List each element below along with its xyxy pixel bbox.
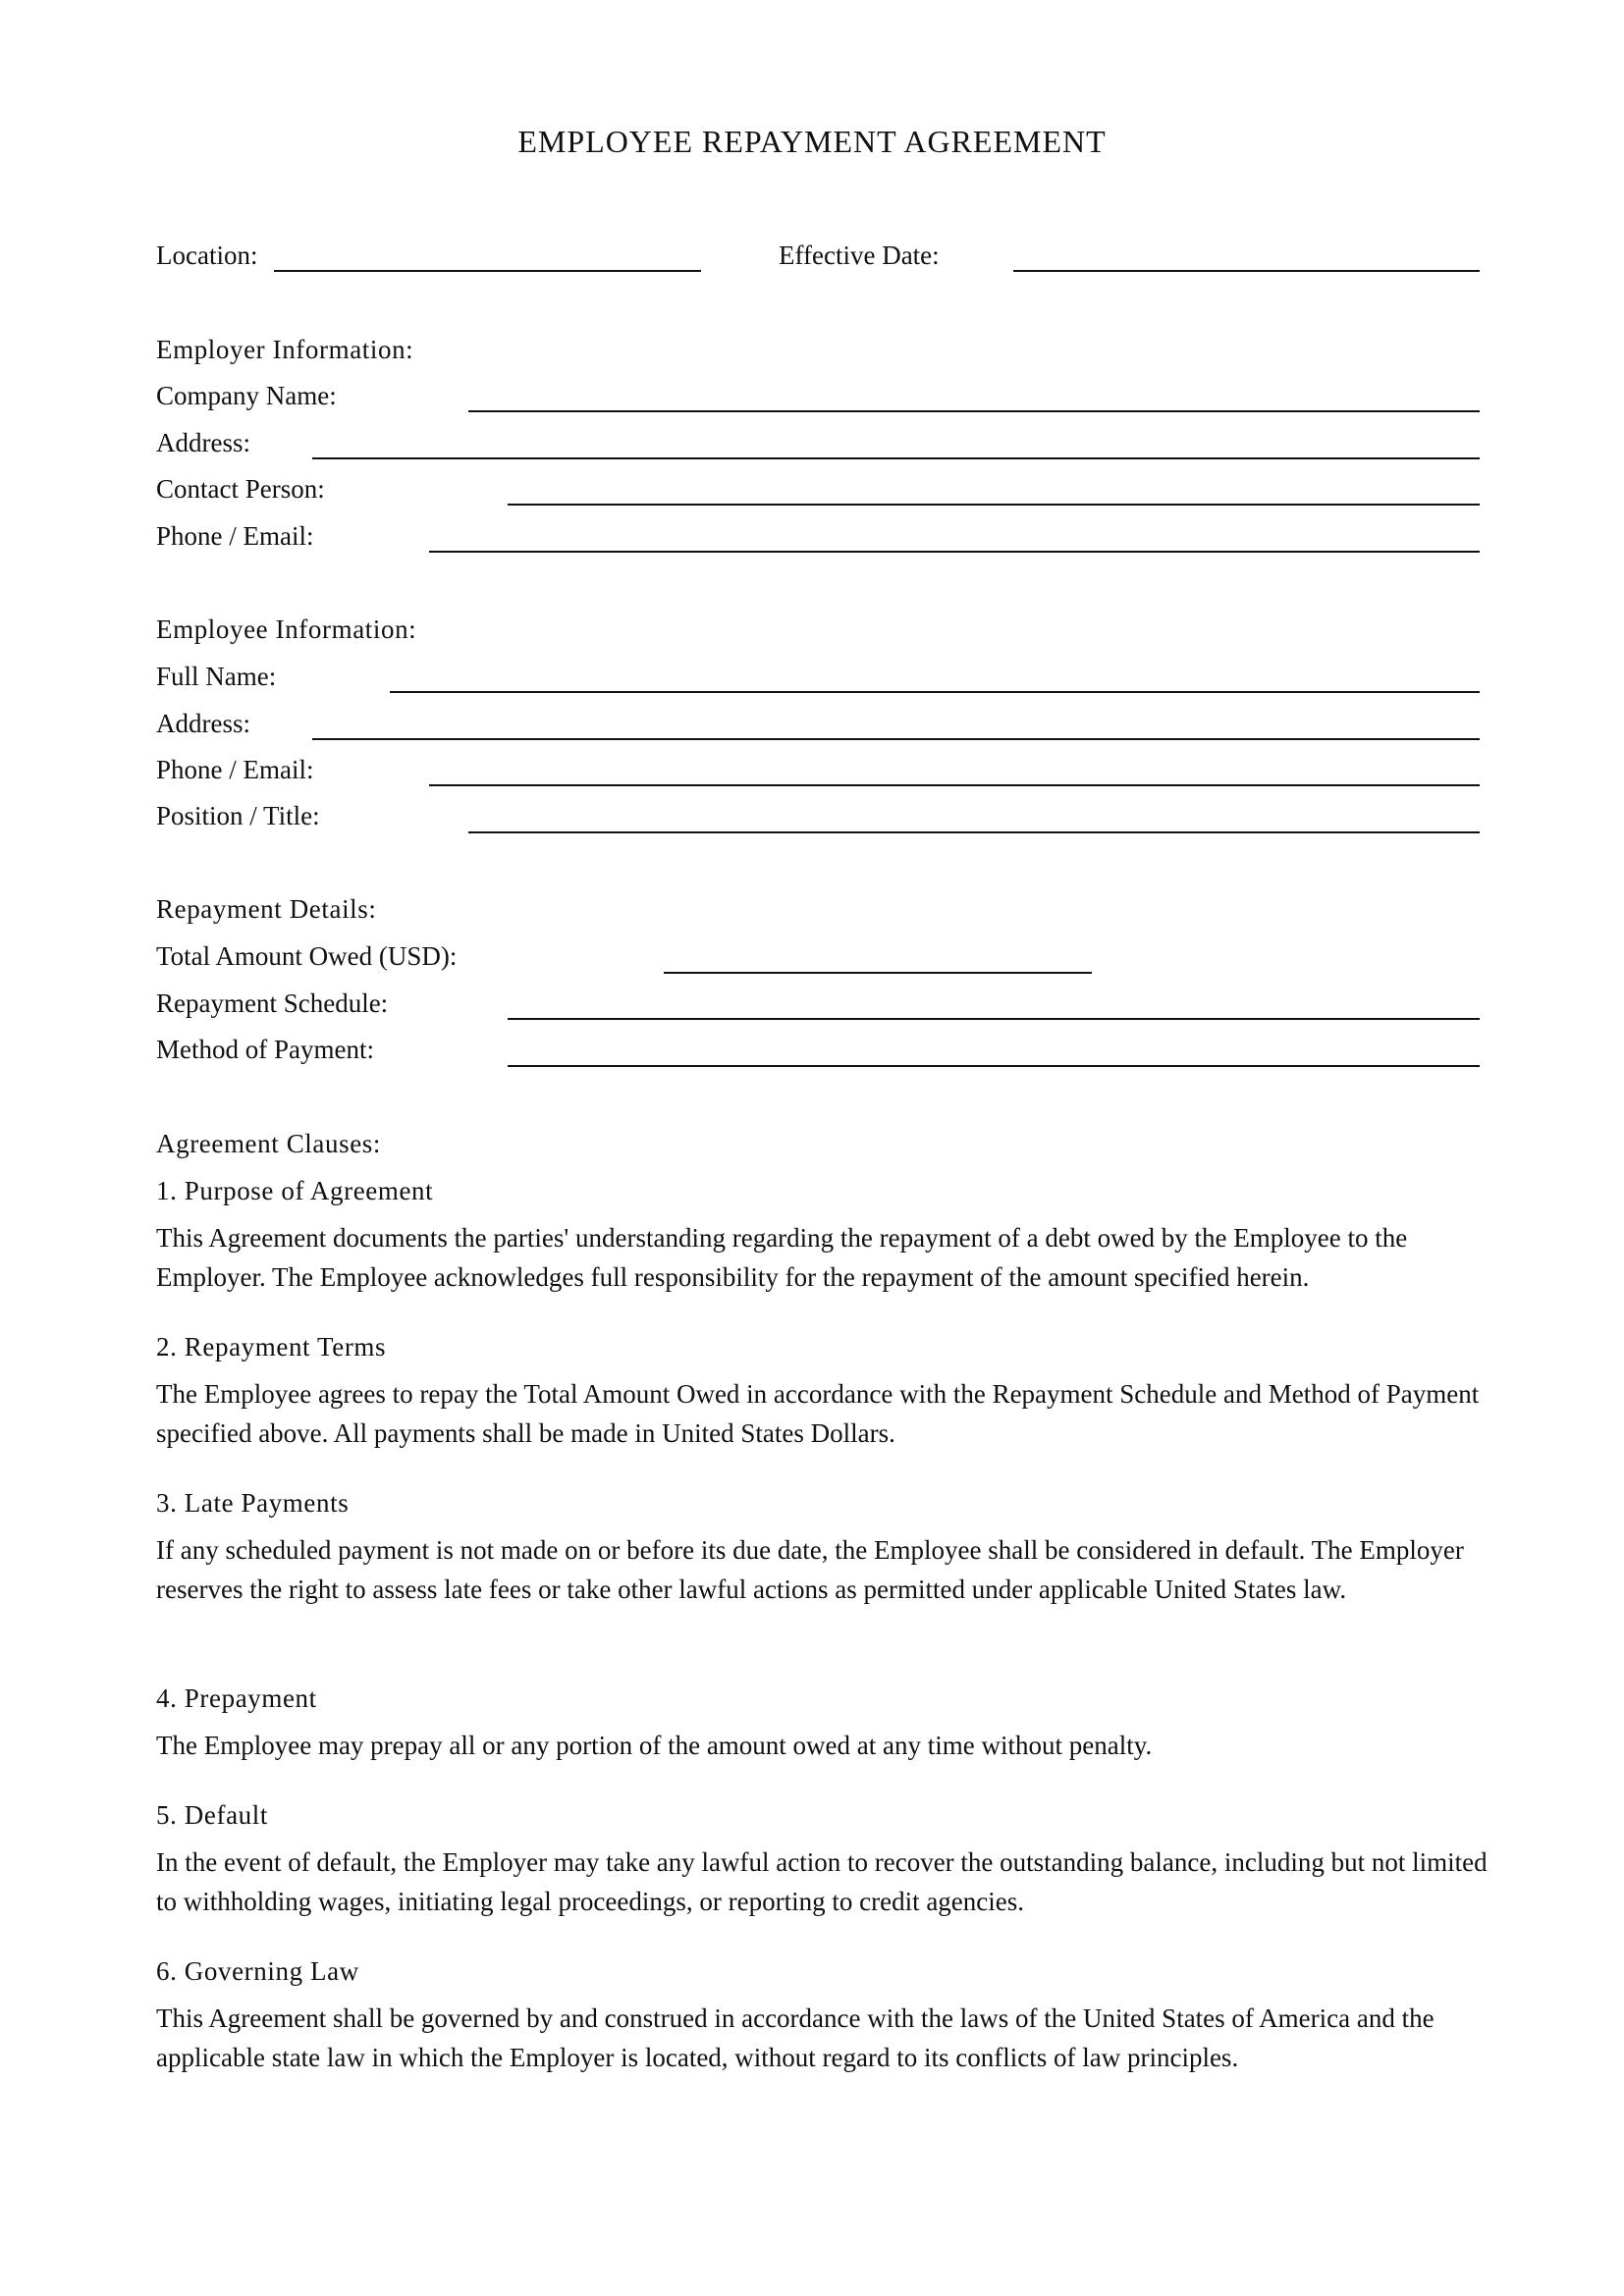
clause-text: The Employee may prepay all or any portion of the amount owed at any time without penalty.: [156, 1731, 1153, 1760]
repayment-heading: Repayment Details:: [156, 894, 377, 924]
full-name-label: Full Name:: [156, 662, 277, 691]
clause-title: 3. Late Payments: [156, 1488, 350, 1518]
full-name-field[interactable]: [390, 691, 1480, 693]
position-title-field[interactable]: [468, 831, 1480, 833]
employee-heading: Employee Information:: [156, 614, 417, 644]
employee-address-label: Address:: [156, 709, 250, 738]
payment-method-label: Method of Payment:: [156, 1035, 374, 1064]
employee-phone-email-field[interactable]: [429, 784, 1480, 786]
contact-person-label: Contact Person:: [156, 474, 325, 504]
repayment-schedule-field[interactable]: [508, 1018, 1480, 1020]
clause-title: 5. Default: [156, 1800, 268, 1830]
company-name-field[interactable]: [468, 410, 1480, 412]
employer-address-label: Address:: [156, 428, 250, 457]
document-title: EMPLOYEE REPAYMENT AGREEMENT: [517, 124, 1107, 159]
total-amount-label: Total Amount Owed (USD):: [156, 941, 458, 971]
payment-method-field[interactable]: [508, 1065, 1480, 1067]
location-field[interactable]: [274, 270, 701, 272]
clause-text: The Employee agrees to repay the Total Amount Owed in accordance with the Repayment Schedule and Method of Payment specified above. All payments shall be made in United States Dollars.: [156, 1379, 1480, 1448]
clause-title: 2. Repayment Terms: [156, 1332, 387, 1362]
clause-text: If any scheduled payment is not made on or before its due date, the Employee shall be considered in default. The Employer reserves the right to assess late fees or take other lawful actions as permitted under applicable United States law.: [156, 1535, 1464, 1604]
location-label: Location:: [156, 240, 258, 270]
clause-title: 1. Purpose of Agreement: [156, 1176, 434, 1205]
contact-person-field[interactable]: [508, 504, 1480, 506]
employer-phone-email-field[interactable]: [429, 551, 1480, 553]
clause-text: This Agreement documents the parties' understanding regarding the repayment of a debt owed by the Employee to the Employer. The Employee acknowledges full responsibility for the repayment of the amount specified herein.: [156, 1223, 1408, 1292]
clause-text: This Agreement shall be governed by and construed in accordance with the laws of the United States of America and the applicable state law in which the Employer is located, without regard to its conflicts of law principles.: [156, 2003, 1435, 2072]
employee-address-field[interactable]: [312, 738, 1480, 740]
employer-phone-email-label: Phone / Email:: [156, 521, 314, 551]
clauses-heading: Agreement Clauses:: [156, 1129, 381, 1158]
clause-title: 6. Governing Law: [156, 1956, 359, 1986]
clause-text: In the event of default, the Employer may take any lawful action to recover the outstanding balance, including but not limited to withholding wages, initiating legal proceedings, or reporting to credit agencies.: [156, 1847, 1488, 1916]
clause-title: 4. Prepayment: [156, 1683, 317, 1713]
company-name-label: Company Name:: [156, 381, 337, 410]
effective-date-label: Effective Date:: [779, 240, 940, 270]
effective-date-field[interactable]: [1013, 270, 1480, 272]
position-title-label: Position / Title:: [156, 801, 320, 830]
employer-address-field[interactable]: [312, 457, 1480, 459]
employee-phone-email-label: Phone / Email:: [156, 755, 314, 784]
repayment-schedule-label: Repayment Schedule:: [156, 988, 389, 1018]
employer-heading: Employer Information:: [156, 335, 414, 364]
total-amount-field[interactable]: [664, 972, 1092, 974]
